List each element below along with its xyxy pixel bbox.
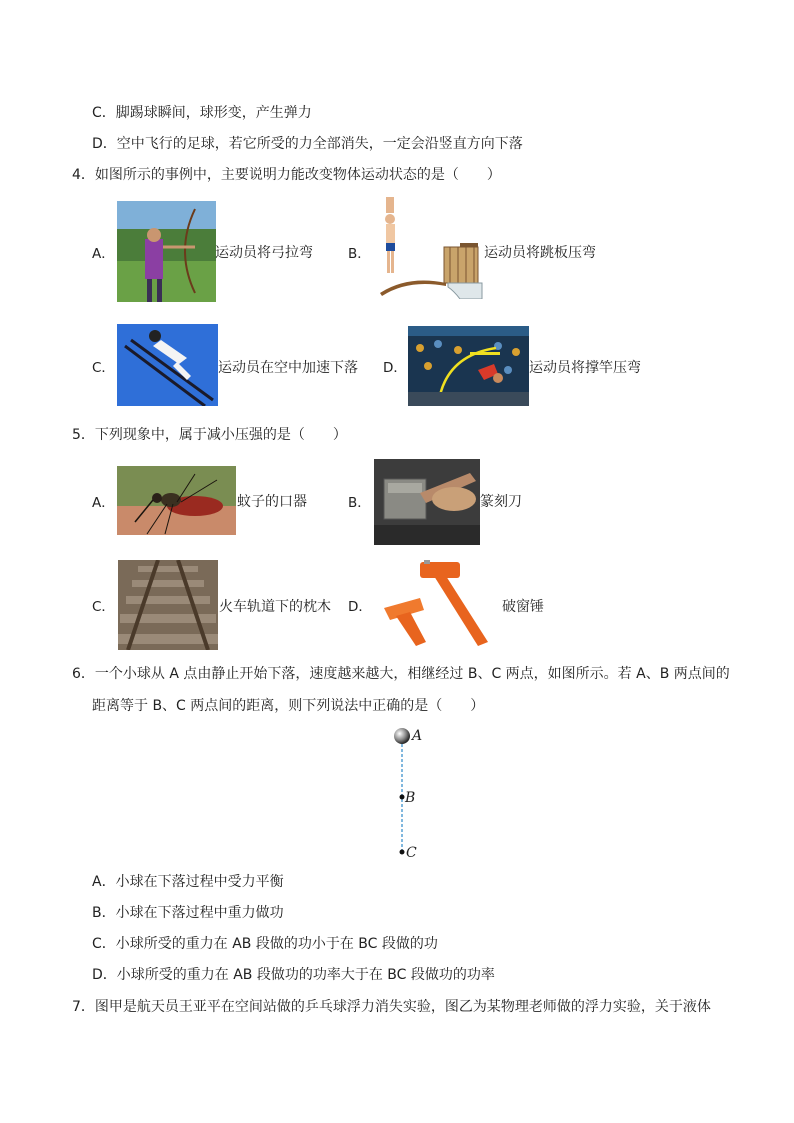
ball-icon [394, 728, 410, 744]
diving-board-image [378, 195, 484, 299]
q6-option-b: B．小球在下落过程中重力做功 [92, 905, 284, 921]
q6-option-a: A．小球在下落过程中受力平衡 [92, 874, 284, 890]
q4-stem: 4．如图所示的事例中，主要说明力能改变物体运动状态的是（ ） [72, 167, 501, 183]
railway-sleepers-image [118, 560, 218, 650]
q3-option-c: C．脚踢球瞬间，球形变，产生弹力 [92, 105, 312, 121]
ski-jumper-image [117, 324, 218, 406]
q4-option-c-letter: C． [92, 360, 115, 376]
q6-option-c: C．小球所受的重力在 AB 段做的功小于在 BC 段做的功 [92, 936, 438, 952]
point-b-dot [400, 795, 405, 800]
q6-option-d: D．小球所受的重力在 AB 段做功的功率大于在 BC 段做功的功率 [92, 967, 495, 983]
q4-option-d-letter: D． [383, 360, 407, 376]
q3-option-d: D．空中飞行的足球，若它所受的力全部消失，一定会沿竖直方向下落 [92, 136, 523, 152]
q4-option-a-letter: A． [92, 246, 115, 262]
label-point-a: A [412, 728, 423, 744]
q5-option-d-text: 破窗锤 [502, 599, 544, 615]
label-point-c: C [406, 845, 417, 861]
q4-option-d-text: 运动员将撑竿压弯 [529, 360, 641, 376]
q5-option-b-text: 篆刻刀 [480, 494, 522, 510]
q6-stem-line2: 距离等于 B、C 两点间的距离，则下列说法中正确的是（ ） [92, 698, 485, 714]
window-breaker-hammer-image [380, 558, 494, 650]
q5-option-c-letter: C． [92, 599, 115, 615]
mosquito-image [117, 466, 236, 535]
pole-vault-image [408, 326, 529, 406]
q5-option-b-letter: B． [348, 495, 371, 511]
q4-option-b-letter: B． [348, 246, 371, 262]
q5-option-d-letter: D． [348, 599, 372, 615]
q4-option-a-text: 运动员将弓拉弯 [215, 245, 313, 261]
q6-stem-line1: 6．一个小球从 A 点由静止开始下落，速度越来越大，相继经过 B、C 两点，如图所示。若 A、B 两点间的 [72, 666, 730, 682]
q5-option-a-text: 蚊子的口器 [237, 494, 307, 510]
archer-image [117, 201, 216, 302]
q5-option-c-text: 火车轨道下的枕木 [219, 599, 331, 615]
q5-option-a-letter: A． [92, 495, 115, 511]
q7-stem: 7．图甲是航天员王亚平在空间站做的乒乓球浮力消失实验，图乙为某物理老师做的浮力实验，关于液体 [72, 999, 711, 1015]
q4-option-b-text: 运动员将跳板压弯 [484, 245, 596, 261]
falling-ball-diagram [386, 724, 446, 864]
seal-carving-knife-image [374, 459, 480, 545]
q4-option-c-text: 运动员在空中加速下落 [218, 360, 358, 376]
q5-stem: 5．下列现象中，属于减小压强的是（ ） [72, 427, 347, 443]
point-c-dot [400, 850, 405, 855]
label-point-b: B [405, 790, 416, 806]
